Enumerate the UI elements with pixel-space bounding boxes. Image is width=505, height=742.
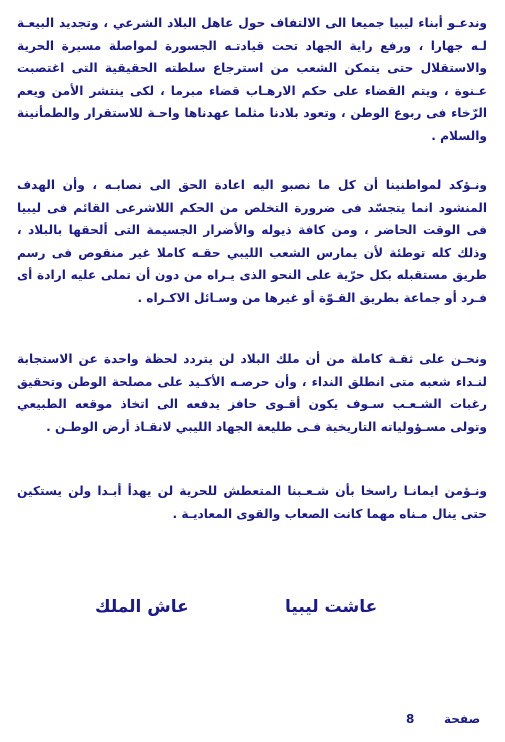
paragraph-2: ونـؤكد لمواطنينا أن كل ما نصبو اليه اعادة الحق الى نصابـه ، وأن الهدف المنشود انما يتجسّد فى ضرورة التخلص من الحكم اللاشرعى القائم فى ليبيا فى الوقت الحاضر ، ومن كافة ذيوله والأضرار الجسيمة التى ألحقها بالبلاد ، وذلك كله توطئة لأن يمارس الشعب الليبي حقـه كاملا غير منقوص فى رسم طريق مستقبله بكل حرّية على النحو الذى يـراه من دون أن تملى عليه ارادة أى فـرد أو جماعة بطريق القـوّة أو غيرها من وسـائل الاكـراه . — [17, 178, 487, 305]
page-label: صفحة — [444, 712, 481, 726]
page-number: 8 — [406, 712, 415, 726]
paragraph-1: وندعـو أبناء ليبيا جميعا الى الالتفاف حول عاهل البلاد الشرعي ، وتجديد البيعـة لـه جهارا ، ورفع راية الجهاد تحت قيادتـه الجسورة لمواصلة مسيرة الحرية والاستقلال حتى يتمكن الشعب من استرجاع سلطته الحقيقية التى اغتصبت عـنوة ، ويتم القضاء على حكم الارهـاب قضاء مبرما ، لكى ينتشر الأمن ويعم الرّخاء فى ربوع الوطن ، وتعود بلادنا مثلما عهدناها واحـة للاستقرار والطمأنينة والسلام . — [17, 16, 487, 143]
signature-long-live-libya: عاشت ليبيا — [285, 597, 378, 617]
paragraph-3: ونحـن على ثقـة كاملة من أن ملك البلاد لن يتردد لحظة واحدة عن الاستجابة لنـداء شعبه متى انطلق النداء ، وأن حرصـه الأكـيد على مصلحة الوطن وتحقيق رغبات الشـعـب سـوف يكون أقـوى حافز يدفعه الى اتخاذ موقعه الطبيعي وتولى مسـؤولياته التاريخية فـى طليعة الجهاد الليبي لانقـاذ أرض الوطـن . — [17, 352, 487, 434]
signature-long-live-the-king: عاش الملك — [95, 597, 189, 617]
paragraph-4: ونـؤمن ايمانـا راسخا بأن شـعـبنا المتعطش للحرية لن يهدأ أبـدا ولن يستكين حتى ينال مـناه مهما كانت الصعاب والقوى المعاديـة . — [17, 484, 487, 521]
